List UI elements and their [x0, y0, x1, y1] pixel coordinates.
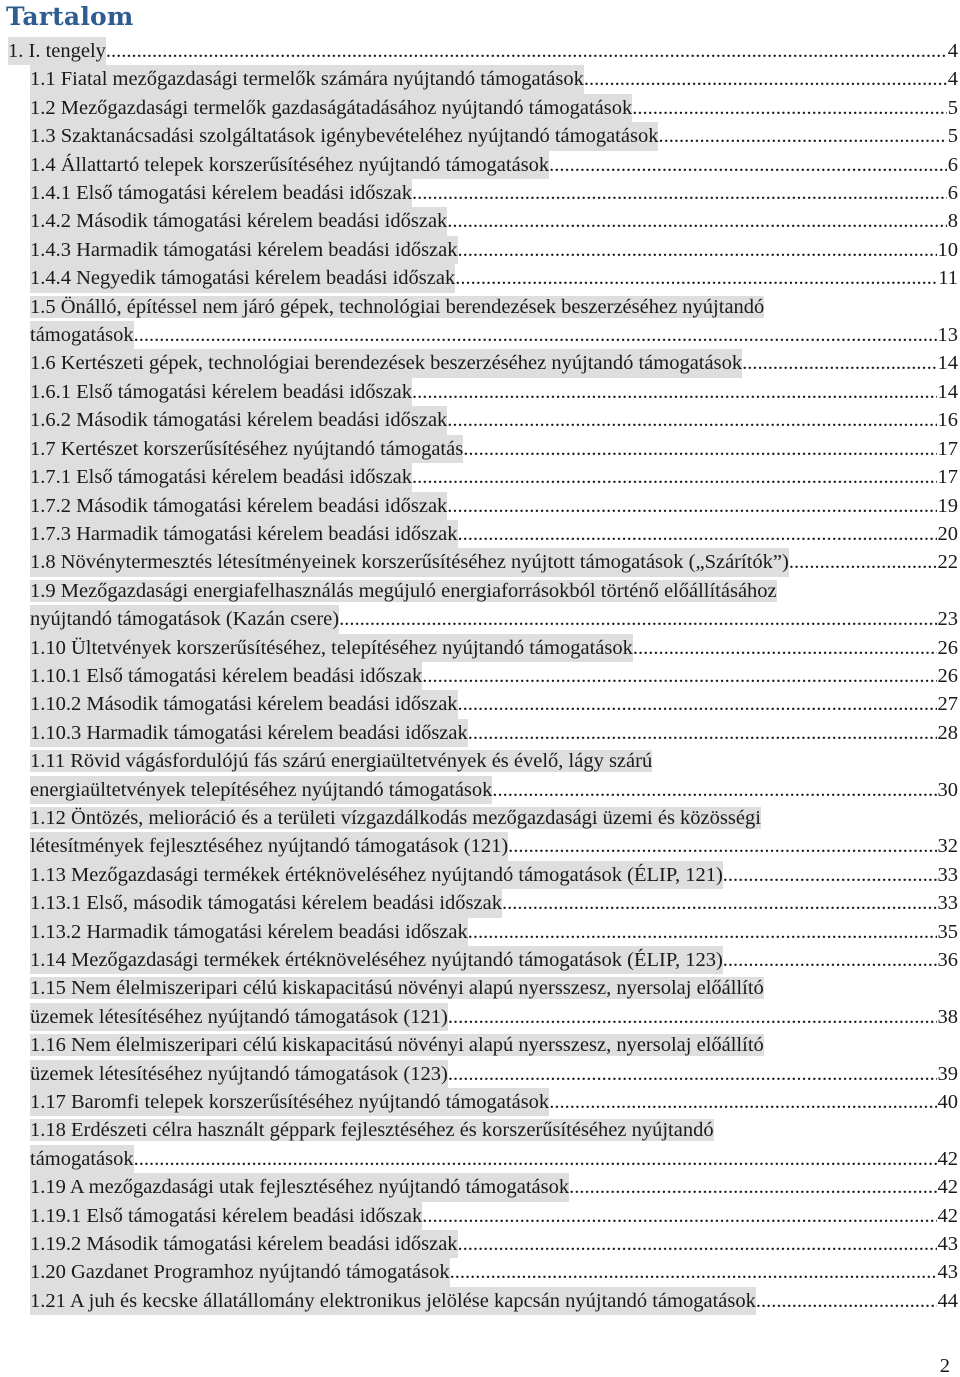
toc-page-number: 13	[937, 324, 958, 347]
toc-entry-text: 1.16 Nem élelmiszeripari célú kiskapacitású növényi alapú nyersszesz, nyersolaj előállító	[30, 1034, 764, 1057]
toc-entry-text: 1.4.1 Első támogatási kérelem beadási időszak	[30, 179, 412, 207]
dot-leader	[458, 236, 937, 264]
toc-entry[interactable]	[0, 463, 960, 491]
toc-entry[interactable]	[0, 151, 960, 179]
toc-entry-text: 1.20 Gazdanet Programhoz nyújtandó támogatások	[30, 1258, 450, 1286]
toc-page-number: 11	[938, 267, 958, 290]
dot-leader	[412, 179, 947, 207]
dot-leader	[723, 861, 937, 889]
toc-entry-text: 1.5 Önálló, építéssel nem járó gépek, technológiai berendezések beszerzéséhez nyújtandó	[30, 295, 765, 318]
toc-page-number: 40	[937, 1091, 958, 1114]
toc-entry[interactable]	[0, 918, 960, 946]
dot-leader	[422, 1202, 936, 1230]
toc-page-number: 8	[947, 210, 958, 233]
toc-entry-text: 1.3 Szaktanácsadási szolgáltatások igénybevételéhez nyújtandó támogatások	[30, 122, 658, 150]
toc-page-number: 42	[937, 1204, 958, 1227]
toc-entry-text: 1.17 Baromfi telepek korszerűsítéséhez nyújtandó támogatások	[30, 1088, 549, 1116]
toc-entry[interactable]	[0, 1287, 960, 1315]
dot-leader	[447, 406, 936, 434]
toc-entry[interactable]	[0, 236, 960, 264]
toc-page-number: 19	[937, 494, 958, 517]
dot-leader	[723, 946, 937, 974]
toc-entry-text: támogatások	[30, 321, 134, 349]
toc-page-number: 16	[937, 409, 958, 432]
dot-leader	[339, 605, 936, 633]
page-number: 2	[939, 1355, 950, 1377]
toc-entry[interactable]	[0, 492, 960, 520]
dot-leader	[569, 1173, 936, 1201]
toc-page-number: 27	[937, 693, 958, 716]
toc-page-number: 5	[947, 96, 958, 119]
dot-leader	[450, 1258, 937, 1286]
table-of-contents	[0, 37, 960, 1315]
toc-entry[interactable]	[0, 548, 960, 576]
dot-leader	[468, 918, 937, 946]
toc-page-number: 42	[937, 1147, 958, 1170]
toc-entry-text: 1.7.1 Első támogatási kérelem beadási időszak	[30, 463, 412, 491]
dot-leader	[134, 321, 937, 349]
toc-page-number: 6	[947, 153, 958, 176]
toc-page-number: 32	[937, 835, 958, 858]
toc-entry-text: támogatások	[30, 1145, 134, 1173]
toc-page-number: 5	[947, 125, 958, 148]
toc-entry[interactable]	[0, 1088, 960, 1116]
toc-entry-text: 1.7 Kertészet korszerűsítéséhez nyújtandó támogatás	[30, 435, 463, 463]
toc-page-number: 38	[937, 1005, 958, 1028]
toc-entry-title-line	[30, 1031, 960, 1059]
toc-entry[interactable]	[0, 1173, 960, 1201]
toc-entry[interactable]	[0, 37, 960, 65]
toc-entry-text: 1.6 Kertészeti gépek, technológiai berendezések beszerzéséhez nyújtandó támogatások	[30, 349, 742, 377]
dot-leader	[549, 1088, 936, 1116]
dot-leader	[448, 1060, 937, 1088]
toc-entry-text: 1.6.1 Első támogatási kérelem beadási időszak	[30, 378, 412, 406]
toc-page-number: 22	[937, 551, 958, 574]
toc-entry-text: üzemek létesítéséhez nyújtandó támogatások (121)	[30, 1003, 448, 1031]
toc-entry[interactable]	[0, 406, 960, 434]
toc-entry[interactable]	[0, 747, 960, 804]
toc-entry[interactable]	[0, 435, 960, 463]
dot-leader	[447, 207, 946, 235]
toc-page-number: 39	[937, 1062, 958, 1085]
toc-page-number: 14	[937, 380, 958, 403]
toc-entry-text: 1.6.2 Második támogatási kérelem beadási időszak	[30, 406, 447, 434]
toc-entry-title-line	[30, 577, 960, 605]
toc-entry-text: 1.10 Ültetvények korszerűsítéséhez, telepítéséhez nyújtandó támogatások	[30, 634, 633, 662]
toc-entry-title-line	[30, 293, 960, 321]
toc-entry[interactable]	[0, 889, 960, 917]
toc-entry-text: 1. I. tengely	[8, 37, 106, 65]
toc-entry-text: 1.21 A juh és kecske állatállomány elektronikus jelölése kapcsán nyújtandó támogatások	[30, 1287, 756, 1315]
toc-entry-text: 1.18 Erdészeti célra használt géppark fejlesztéséhez és korszerűsítéséhez nyújtandó	[30, 1119, 714, 1142]
toc-page-number: 42	[937, 1176, 958, 1199]
toc-entry-title-line	[30, 1116, 960, 1144]
toc-entry[interactable]	[0, 1258, 960, 1286]
toc-page-number: 17	[937, 437, 958, 460]
toc-page-number: 4	[947, 40, 958, 62]
toc-entry-text: 1.10.2 Második támogatási kérelem beadási időszak	[30, 690, 458, 718]
toc-entry-text: 1.15 Nem élelmiszeripari célú kiskapacitású növényi alapú nyersszesz, nyersolaj előállító	[30, 977, 764, 1000]
toc-entry-text: 1.4 Állattartó telepek korszerűsítéséhez nyújtandó támogatások	[30, 151, 549, 179]
toc-entry-text: 1.13.2 Harmadik támogatási kérelem beadási időszak	[30, 918, 468, 946]
toc-entry-text: 1.4.2 Második támogatási kérelem beadási időszak	[30, 207, 447, 235]
toc-entry-text: 1.19 A mezőgazdasági utak fejlesztéséhez nyújtandó támogatások	[30, 1173, 569, 1201]
toc-page-number: 35	[937, 920, 958, 943]
toc-page-number: 43	[937, 1233, 958, 1256]
toc-entry[interactable]	[0, 179, 960, 207]
toc-entry-text: 1.7.2 Második támogatási kérelem beadási időszak	[30, 492, 447, 520]
toc-entry[interactable]	[0, 634, 960, 662]
toc-entry[interactable]	[0, 207, 960, 235]
toc-entry-text: 1.4.3 Harmadik támogatási kérelem beadási időszak	[30, 236, 458, 264]
dot-leader	[458, 520, 937, 548]
dot-leader	[584, 65, 947, 93]
dot-leader	[463, 435, 936, 463]
toc-entry[interactable]	[0, 378, 960, 406]
dot-leader	[756, 1287, 937, 1315]
toc-heading: Tartalom	[6, 2, 134, 31]
toc-entry[interactable]	[0, 577, 960, 634]
toc-page-number: 10	[937, 238, 958, 261]
dot-leader	[508, 832, 936, 860]
toc-entry-text: nyújtandó támogatások (Kazán csere)	[30, 605, 339, 633]
toc-entry[interactable]	[0, 804, 960, 861]
dot-leader	[658, 122, 946, 150]
toc-entry-text: 1.7.3 Harmadik támogatási kérelem beadási időszak	[30, 520, 458, 548]
dot-leader	[789, 548, 937, 576]
toc-entry[interactable]	[0, 293, 960, 350]
dot-leader	[422, 662, 936, 690]
toc-entry[interactable]	[0, 349, 960, 377]
toc-page-number: 26	[937, 664, 958, 687]
dot-leader	[502, 889, 937, 917]
toc-entry[interactable]	[0, 65, 960, 93]
dot-leader	[412, 463, 937, 491]
toc-entry-title-line	[30, 974, 960, 1002]
toc-entry-text: üzemek létesítéséhez nyújtandó támogatások (123)	[30, 1060, 448, 1088]
toc-entry-text: 1.10.3 Harmadik támogatási kérelem beadási időszak	[30, 719, 468, 747]
toc-entry-text: 1.4.4 Negyedik támogatási kérelem beadási időszak	[30, 264, 455, 292]
dot-leader	[447, 492, 936, 520]
toc-entry-text: energiaültetvények telepítéséhez nyújtandó támogatások	[30, 776, 492, 804]
dot-leader	[549, 151, 947, 179]
toc-page-number: 4	[947, 68, 958, 91]
toc-entry[interactable]	[0, 1031, 960, 1088]
toc-page-number: 23	[937, 608, 958, 631]
dot-leader	[106, 37, 947, 65]
toc-entry-text: 1.12 Öntözés, melioráció és a területi vízgazdálkodás mezőgazdasági üzemi és közösségi	[30, 806, 761, 829]
toc-entry[interactable]	[0, 946, 960, 974]
toc-entry-text: 1.19.2 Második támogatási kérelem beadási időszak	[30, 1230, 458, 1258]
toc-entry[interactable]	[0, 861, 960, 889]
toc-entry-text: 1.10.1 Első támogatási kérelem beadási időszak	[30, 662, 422, 690]
dot-leader	[632, 94, 947, 122]
toc-entry-text: 1.8 Növénytermesztés létesítményeinek korszerűsítéséhez nyújtott támogatások („Szárítók”)	[30, 548, 789, 576]
dot-leader	[633, 634, 937, 662]
toc-page-number: 17	[937, 466, 958, 489]
toc-page-number: 36	[937, 949, 958, 971]
dot-leader	[458, 690, 937, 718]
toc-entry-text: 1.2 Mezőgazdasági termelők gazdaságátadásához nyújtandó támogatások	[30, 94, 632, 122]
toc-entry-text: 1.9 Mezőgazdasági energiafelhasználás megújuló energiaforrásokból történő előállításához	[30, 579, 777, 602]
dot-leader	[468, 719, 937, 747]
toc-page-number: 20	[937, 522, 958, 545]
dot-leader	[455, 264, 937, 292]
toc-page-number: 30	[937, 778, 958, 801]
toc-page-number: 33	[937, 892, 958, 915]
toc-page-number: 44	[937, 1289, 958, 1312]
toc-entry-text: 1.13.1 Első, második támogatási kérelem beadási időszak	[30, 889, 502, 917]
dot-leader	[458, 1230, 937, 1258]
toc-entry[interactable]	[0, 719, 960, 747]
dot-leader	[134, 1145, 937, 1173]
toc-entry[interactable]	[0, 94, 960, 122]
toc-entry[interactable]	[0, 122, 960, 150]
toc-page-number: 26	[937, 636, 958, 659]
toc-entry[interactable]	[0, 974, 960, 1031]
toc-page-number: 14	[937, 352, 958, 375]
toc-entry[interactable]	[0, 264, 960, 292]
toc-page-number: 43	[937, 1261, 958, 1284]
toc-entry-text: 1.1 Fiatal mezőgazdasági termelők számára nyújtandó támogatások	[30, 65, 584, 93]
toc-entry-title-line	[30, 747, 960, 775]
toc-entry-text: 1.13 Mezőgazdasági termékek értéknöveléséhez nyújtandó támogatások (ÉLIP, 121)	[30, 861, 723, 889]
dot-leader	[412, 378, 937, 406]
toc-page-number: 33	[937, 863, 958, 886]
dot-leader	[492, 776, 936, 804]
toc-entry-text: 1.11 Rövid vágásfordulójú fás szárú energiaültetvények és évelő, lágy szárú	[30, 750, 653, 773]
toc-page-number: 28	[937, 721, 958, 744]
toc-entry-text: 1.19.1 Első támogatási kérelem beadási időszak	[30, 1202, 422, 1230]
toc-entry[interactable]	[0, 1230, 960, 1258]
toc-entry-title-line	[30, 804, 960, 832]
toc-entry[interactable]	[0, 662, 960, 690]
toc-entry-text: 1.14 Mezőgazdasági termékek értéknöveléséhez nyújtandó támogatások (ÉLIP, 123)	[30, 946, 723, 974]
toc-entry[interactable]	[0, 1116, 960, 1173]
toc-entry[interactable]	[0, 1202, 960, 1230]
dot-leader	[742, 349, 936, 377]
toc-page-number: 6	[947, 182, 958, 205]
toc-entry[interactable]	[0, 690, 960, 718]
toc-entry[interactable]	[0, 520, 960, 548]
dot-leader	[448, 1003, 937, 1031]
toc-entry-text: létesítmények fejlesztéséhez nyújtandó támogatások (121)	[30, 832, 508, 860]
